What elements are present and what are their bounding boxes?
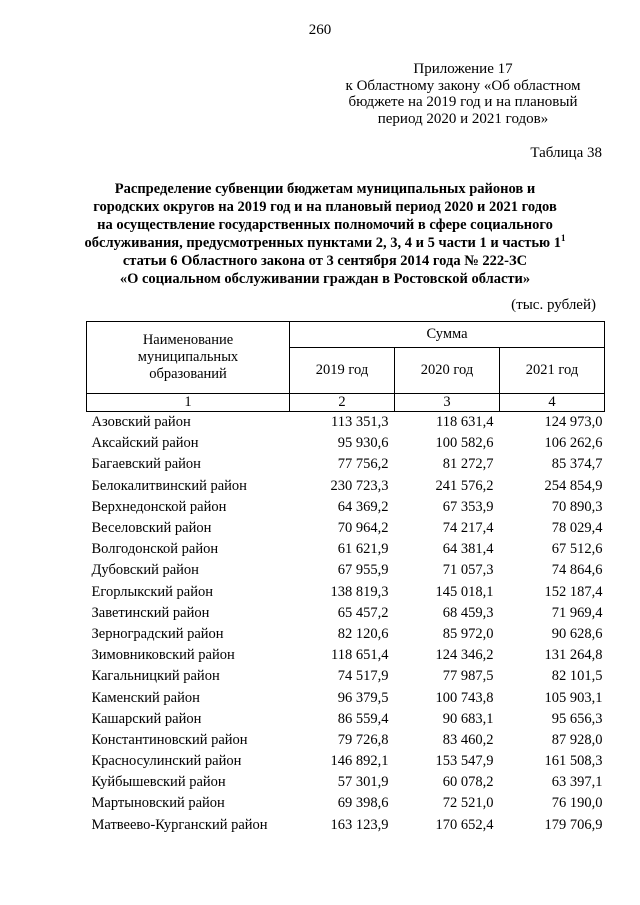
value-2020: 77 987,5 xyxy=(442,668,494,685)
value-2021: 106 262,6 xyxy=(544,435,603,452)
value-2021: 82 101,5 xyxy=(551,668,603,685)
table-row xyxy=(87,433,605,454)
municipality-name: Мартыновский район xyxy=(91,795,225,812)
municipality-name: Азовский район xyxy=(91,414,191,431)
table-row xyxy=(87,582,605,603)
municipality-name: Веселовский район xyxy=(91,520,212,537)
value-2019: 69 398,6 xyxy=(337,795,389,812)
value-2019: 118 651,4 xyxy=(331,647,389,664)
table-row xyxy=(87,624,605,645)
table-row xyxy=(87,412,605,434)
value-2019: 77 756,2 xyxy=(337,456,389,473)
value-2021: 74 864,6 xyxy=(551,562,603,579)
appendix-line: Приложение 17 xyxy=(413,61,513,77)
value-2021: 70 890,3 xyxy=(551,498,603,515)
table-row xyxy=(87,709,605,730)
title-line: «О социальном обслуживании граждан в Ростовской области» xyxy=(119,271,531,287)
value-2020: 153 547,9 xyxy=(435,753,494,770)
table-row xyxy=(87,497,605,518)
value-2020: 72 521,0 xyxy=(442,795,494,812)
column-number: 1 xyxy=(87,394,290,412)
value-2021: 87 928,0 xyxy=(551,731,603,748)
value-2021: 67 512,6 xyxy=(551,541,603,558)
table-body xyxy=(87,412,605,836)
municipality-name: Каменский район xyxy=(91,689,200,706)
municipality-name: Дубовский район xyxy=(91,562,199,579)
table-label: Таблица 38 xyxy=(530,145,602,161)
value-2020: 170 652,4 xyxy=(435,816,494,833)
column-number: 2 xyxy=(290,394,395,412)
footnote-mark: 1 xyxy=(560,233,566,243)
value-2020: 124 346,2 xyxy=(435,647,494,664)
value-2019: 86 559,4 xyxy=(337,710,389,727)
value-2020: 67 353,9 xyxy=(442,498,494,515)
municipality-name: Аксайский район xyxy=(91,435,199,452)
value-2019: 96 379,5 xyxy=(337,689,389,706)
appendix-note xyxy=(320,61,606,127)
municipality-name: Зимовниковский район xyxy=(91,647,235,664)
value-2019: 70 964,2 xyxy=(337,520,389,537)
municipality-name: Кагальницкий район xyxy=(91,668,220,685)
table-row xyxy=(87,603,605,624)
header-year-2021: 2021 год xyxy=(500,348,605,394)
table-row xyxy=(87,560,605,581)
value-2020: 100 582,6 xyxy=(435,435,494,452)
value-2019: 95 930,6 xyxy=(337,435,389,452)
value-2020: 100 743,8 xyxy=(435,689,494,706)
appendix-line: к Областному закону «Об областном xyxy=(345,77,581,94)
column-number: 3 xyxy=(395,394,500,412)
municipality-name: Константиновский район xyxy=(91,731,248,748)
municipality-name: Куйбышевский район xyxy=(91,774,226,791)
title-line xyxy=(70,234,580,252)
value-2020: 81 272,7 xyxy=(442,456,494,473)
document-title xyxy=(70,180,580,288)
value-2020: 68 459,3 xyxy=(442,604,494,621)
column-number: 4 xyxy=(500,394,605,412)
value-2019: 113 351,3 xyxy=(331,414,389,431)
municipality-name: Волгодонской район xyxy=(91,541,219,558)
value-2021: 152 187,4 xyxy=(544,583,603,600)
data-table-container xyxy=(86,321,605,836)
value-2019: 79 726,8 xyxy=(337,731,389,748)
value-2019: 74 517,9 xyxy=(337,668,389,685)
table-row xyxy=(87,518,605,539)
table-row xyxy=(87,751,605,772)
municipality-name: Матвеево-Курганский район xyxy=(91,816,268,833)
table-row xyxy=(87,730,605,751)
municipality-name: Багаевский район xyxy=(91,456,201,473)
title-line-text: обслуживания, предусмотренных пунктами 2, 3, 4 и 5 части 1 и частью 1 xyxy=(84,235,561,251)
municipality-name: Белокалитвинский район xyxy=(91,477,247,494)
value-2020: 118 631,4 xyxy=(436,414,494,431)
page-number: 260 xyxy=(308,22,332,38)
value-2020: 71 057,3 xyxy=(442,562,494,579)
appendix-line: период 2020 и 2021 годов» xyxy=(377,110,549,127)
table-row xyxy=(87,687,605,708)
value-2019: 67 955,9 xyxy=(337,562,389,579)
table-row xyxy=(87,476,605,497)
value-2021: 254 854,9 xyxy=(544,477,603,494)
municipality-name: Зерноградский район xyxy=(91,625,224,642)
header-sum-group: Сумма xyxy=(290,322,605,348)
value-2020: 64 381,4 xyxy=(442,541,494,558)
value-2021: 63 397,1 xyxy=(551,774,603,791)
table-row xyxy=(87,539,605,560)
value-2019: 57 301,9 xyxy=(337,774,389,791)
header-year-2019: 2019 год xyxy=(290,348,395,394)
subvention-table xyxy=(86,321,605,836)
value-2019: 64 369,2 xyxy=(337,498,389,515)
value-2020: 241 576,2 xyxy=(435,477,494,494)
value-2020: 145 018,1 xyxy=(435,583,494,600)
value-2020: 83 460,2 xyxy=(442,731,494,748)
title-line: на осуществление государственных полномочий в сфере социального xyxy=(97,217,553,233)
value-2020: 85 972,0 xyxy=(442,625,494,642)
municipality-name: Заветинский район xyxy=(91,604,210,621)
appendix-line: бюджете на 2019 год и на плановый xyxy=(348,94,578,110)
table-row xyxy=(87,454,605,475)
value-2021: 76 190,0 xyxy=(551,795,603,812)
table-row xyxy=(87,645,605,666)
table-row xyxy=(87,666,605,687)
value-2019: 65 457,2 xyxy=(337,604,389,621)
table-row xyxy=(87,793,605,814)
municipality-name: Верхнедонской район xyxy=(91,498,227,515)
value-2019: 138 819,3 xyxy=(330,583,389,600)
value-2019: 61 621,9 xyxy=(337,541,389,558)
value-2021: 78 029,4 xyxy=(551,520,603,537)
municipality-name: Красносулинский район xyxy=(91,753,242,770)
title-line: городских округов на 2019 год и на плановый период 2020 и 2021 годов xyxy=(93,199,557,215)
municipality-name: Кашарский район xyxy=(91,710,202,727)
value-2021: 124 973,0 xyxy=(544,414,603,431)
value-2021: 95 656,3 xyxy=(551,710,603,727)
title-line: статьи 6 Областного закона от 3 сентября 2014 года № 222-ЗС xyxy=(122,253,528,269)
value-2020: 74 217,4 xyxy=(442,520,494,537)
value-2021: 105 903,1 xyxy=(544,689,603,706)
header-year-2020: 2020 год xyxy=(395,348,500,394)
value-2021: 161 508,3 xyxy=(544,753,603,770)
value-2021: 131 264,8 xyxy=(544,647,603,664)
value-2021: 85 374,7 xyxy=(551,456,603,473)
value-2019: 82 120,6 xyxy=(337,625,389,642)
table-row xyxy=(87,815,605,836)
value-2020: 90 683,1 xyxy=(442,710,494,727)
table-row xyxy=(87,772,605,793)
value-2019: 163 123,9 xyxy=(330,816,389,833)
municipality-name: Егорлыкский район xyxy=(91,583,213,600)
units-label: (тыс. рублей) xyxy=(511,297,596,313)
title-line: Распределение субвенции бюджетам муниципальных районов и xyxy=(114,181,536,197)
value-2021: 90 628,6 xyxy=(551,625,603,642)
value-2021: 71 969,4 xyxy=(551,604,603,621)
value-2020: 60 078,2 xyxy=(442,774,494,791)
value-2019: 146 892,1 xyxy=(330,753,389,770)
value-2021: 179 706,9 xyxy=(544,816,603,833)
value-2019: 230 723,3 xyxy=(330,477,389,494)
header-name-column: Наименование муниципальных образований xyxy=(87,322,290,394)
